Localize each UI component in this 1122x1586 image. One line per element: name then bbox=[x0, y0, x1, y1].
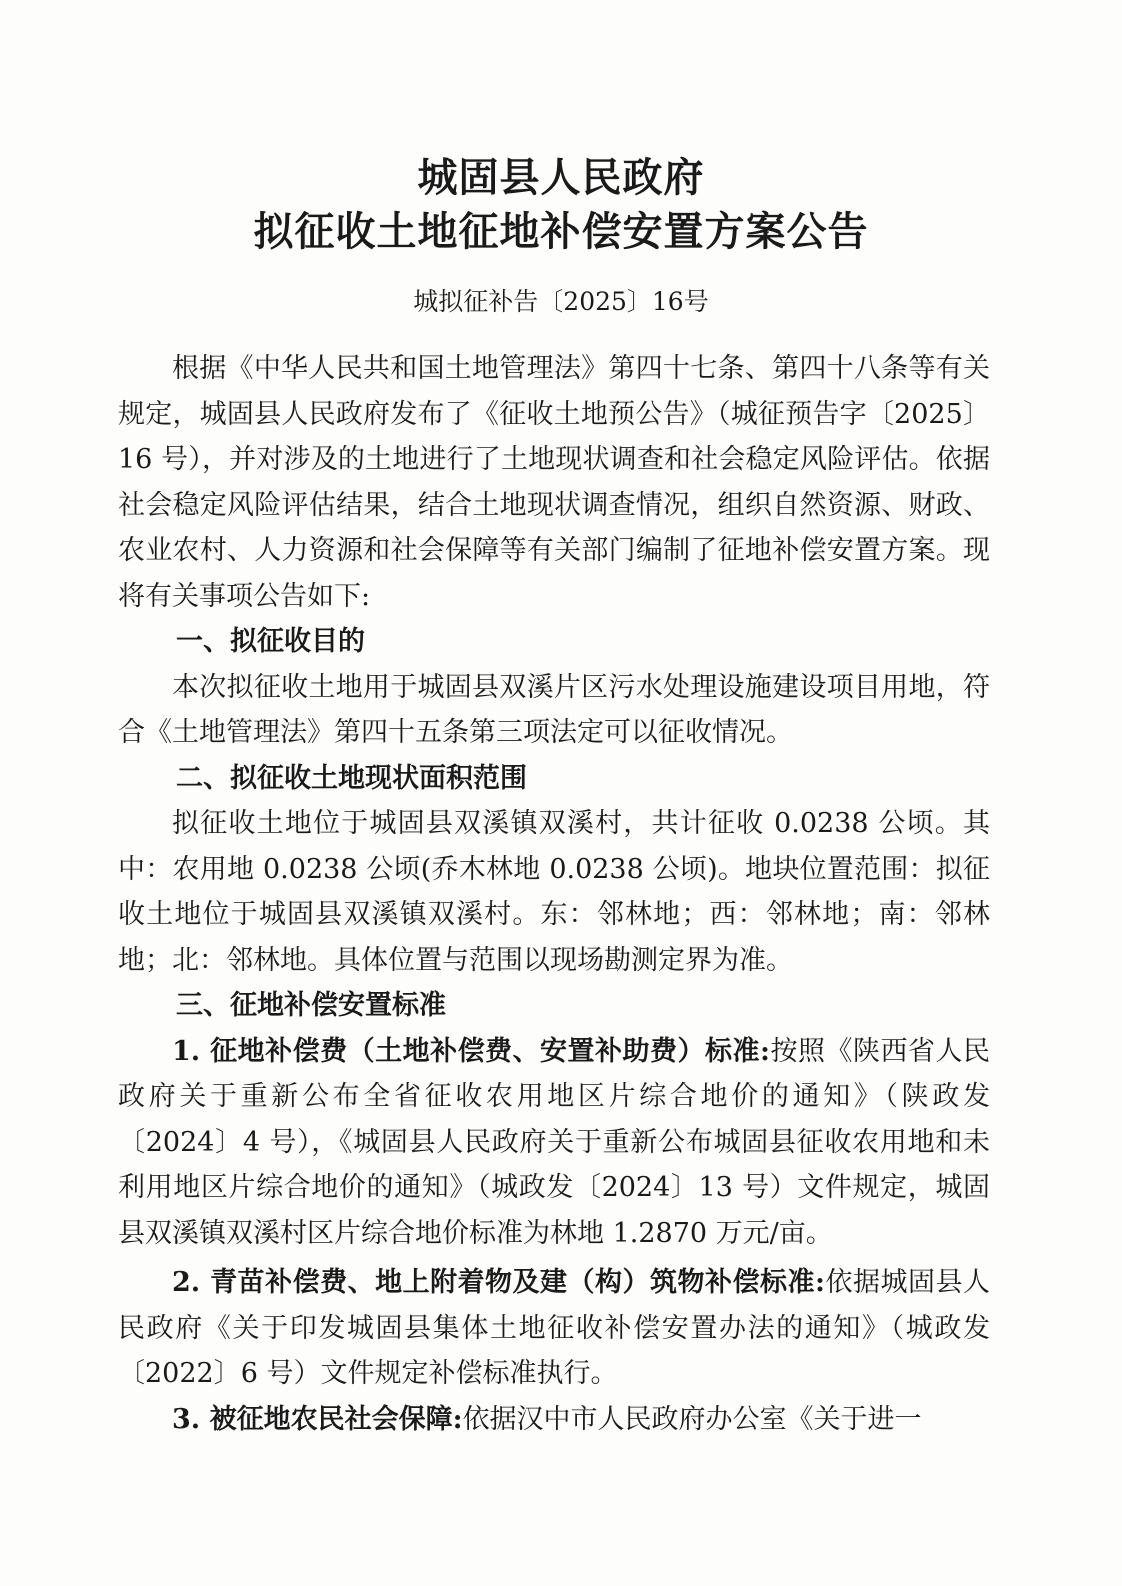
section-3-item-2 bbox=[118, 1260, 990, 1397]
item-2-text: 依据城固县人民政府《关于印发城固县集体土地征收补偿安置办法的通知》（城政发〔2022〕6 号）文件规定补偿标准执行。 bbox=[118, 1267, 991, 1389]
section-3-item-1 bbox=[118, 1029, 990, 1257]
item-1-label: 1. 征地补偿费（土地补偿费、安置补助费）标准: bbox=[172, 1035, 771, 1067]
section-3-item-3 bbox=[118, 1397, 990, 1443]
item-1-text: 按照《陕西省人民政府关于重新公布全省征收农用地区片综合地价的通知》（陕政发〔2024〕4 号），《城固县人民政府关于重新公布城固县征收农用地和未利用地区片综合地价的通知》（城政发〔2024〕13 号）文件规定，城固县双溪镇双溪村区片综合地价标准为林地 1.2870 万元/亩。 bbox=[118, 1035, 990, 1249]
title-line-2: 拟征收土地征地补偿安置方案公告 bbox=[253, 209, 869, 255]
section-3-heading: 三、征地补偿安置标准 bbox=[176, 990, 446, 1021]
section-2-text: 拟征收土地位于城固县双溪镇双溪村，共计征收 0.0238 公顷。其中：农用地 0.0238 公顷(乔木林地 0.0238 公顷)。地块位置范围：拟征收土地位于城固县双溪镇双溪村。东：邻林地；西：邻林地；南：邻林地；北：邻林地。具体位置与范围以现场勘测定界为准。 bbox=[118, 808, 990, 976]
title-line-1: 城固县人民政府 bbox=[417, 155, 705, 201]
document-body bbox=[118, 346, 990, 1442]
item-3-label: 3. 被征地农民社会保障: bbox=[172, 1403, 463, 1435]
document-number: 城拟征补告〔2025〕16号 bbox=[413, 287, 709, 316]
intro-paragraph: 根据《中华人民共和国土地管理法》第四十七条、第四十八条等有关规定，城固县人民政府发布了《征收土地预公告》（城征预告字〔2025〕16 号），并对涉及的土地进行了土地现状调查和社会稳定风险评估。依据社会稳定风险评估结果，结合土地现状调查情况，组织自然资源、财政、农业农村、人力资源和社会保障等有关部门编制了征地补偿安置方案。现将有关事项公告如下: bbox=[118, 353, 990, 612]
section-1-text: 本次拟征收土地用于城固县双溪片区污水处理设施建设项目用地，符合《土地管理法》第四十五条第三项法定可以征收情况。 bbox=[118, 671, 990, 748]
item-2-label: 2. 青苗补偿费、地上附着物及建（构）筑物补偿标准: bbox=[172, 1267, 826, 1298]
section-1-heading: 一、拟征收目的 bbox=[176, 626, 365, 657]
section-2-heading: 二、拟征收土地现状面积范围 bbox=[176, 762, 527, 794]
item-3-text: 依据汉中市人民政府办公室《关于进一 bbox=[462, 1403, 922, 1435]
